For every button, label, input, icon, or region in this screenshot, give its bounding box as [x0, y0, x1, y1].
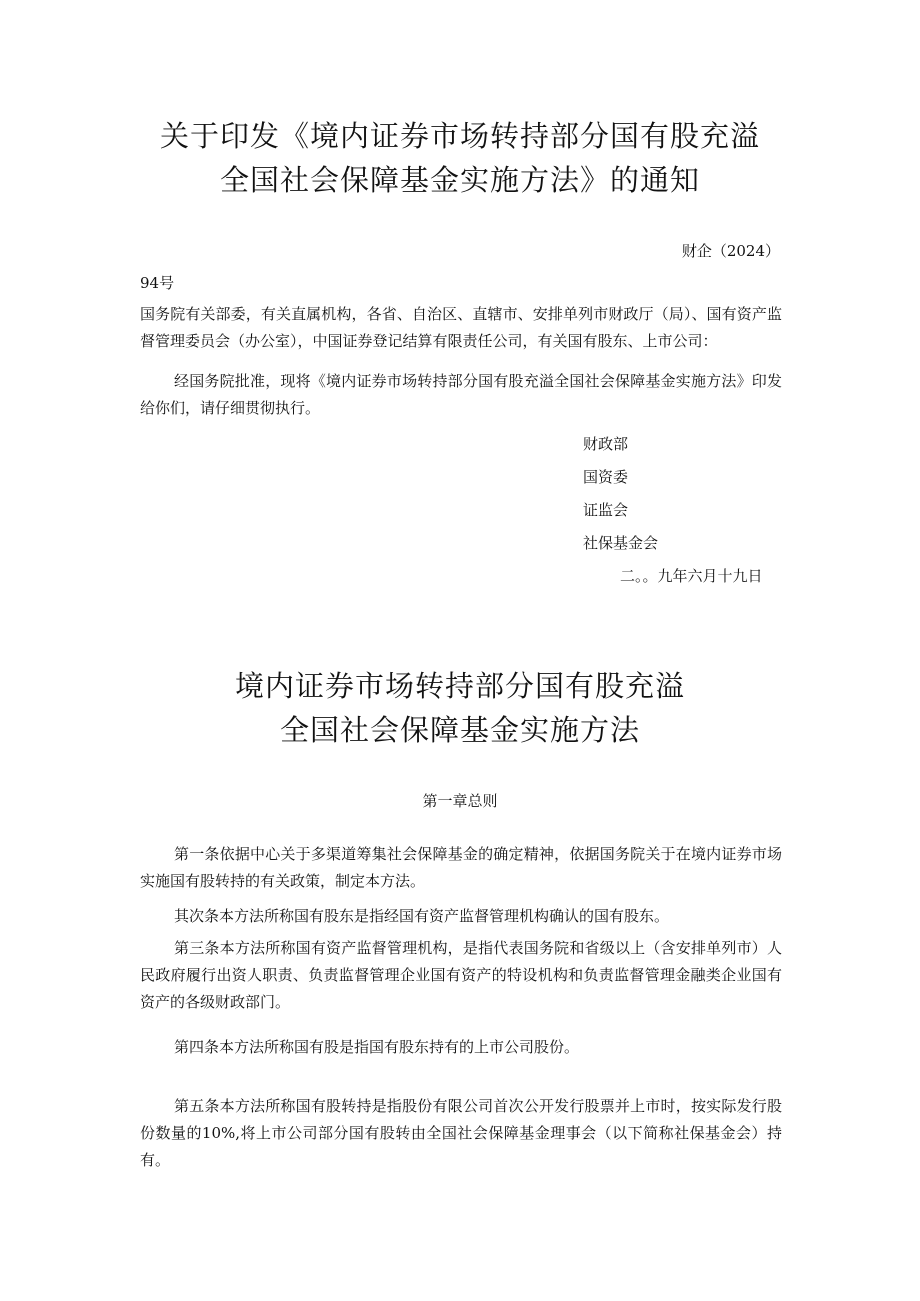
notice-date: 二。。九年六月十九日 [620, 567, 763, 585]
method-title-line1: 境内证券市场转持部分国有股充溢 [234, 669, 685, 703]
recipients: 国务院有关部委，有关直属机构，各省、自治区、直辖市、安排单列市财政厅（局）、国有资产监督管理委员会（办公室），中国证券登记结算有限责任公司，有关国有股东、上市公司： [140, 305, 782, 350]
signatory: 财政部 [583, 435, 629, 453]
article: 第五条本方法所称国有股转持是指股份有限公司首次公开发行股票并上市时，按实际发行股份数量的10%,将上市公司部分国有股转由全国社会保障基金理事会（以下简称社保基金会）持有。 [140, 1097, 782, 1169]
method-title [0, 664, 920, 752]
chapter-heading: 第一章总则 [422, 792, 498, 810]
signatory: 社保基金会 [583, 534, 659, 552]
notice-title-line1: 关于印发《境内证券市场转持部分国有股充溢 [159, 119, 760, 153]
article: 第一条依据中心关于多渠道筹集社会保障基金的确定精神，依据国务院关于在境内证券市场实施国有股转持的有关政策，制定本方法。 [140, 845, 782, 890]
doc-number-b: 94号 [140, 274, 175, 292]
method-title-line2: 全国社会保障基金实施方法 [279, 713, 640, 747]
notice-body: 经国务院批准，现将《境内证券市场转持部分国有股充溢全国社会保障基金实施方法》印发给你们，请仔细贯彻执行。 [140, 372, 782, 417]
notice-title-line2: 全国社会保障基金实施方法》的通知 [219, 163, 700, 197]
article: 第三条本方法所称国有资产监督管理机构，是指代表国务院和省级以上（含安排单列市）人民政府履行出资人职责、负责监督管理企业国有资产的特设机构和负责监督管理金融类企业国有资产的各级财政部门。 [140, 939, 782, 1011]
signatory: 国资委 [583, 468, 629, 486]
doc-number-a: 财企（2024） [681, 242, 780, 260]
notice-title [0, 114, 920, 202]
signatory: 证监会 [583, 501, 629, 519]
article: 其次条本方法所称国有股东是指经国有资产监督管理机构确认的国有股东。 [174, 907, 670, 925]
article: 第四条本方法所称国有股是指国有股东持有的上市公司股份。 [174, 1038, 580, 1056]
